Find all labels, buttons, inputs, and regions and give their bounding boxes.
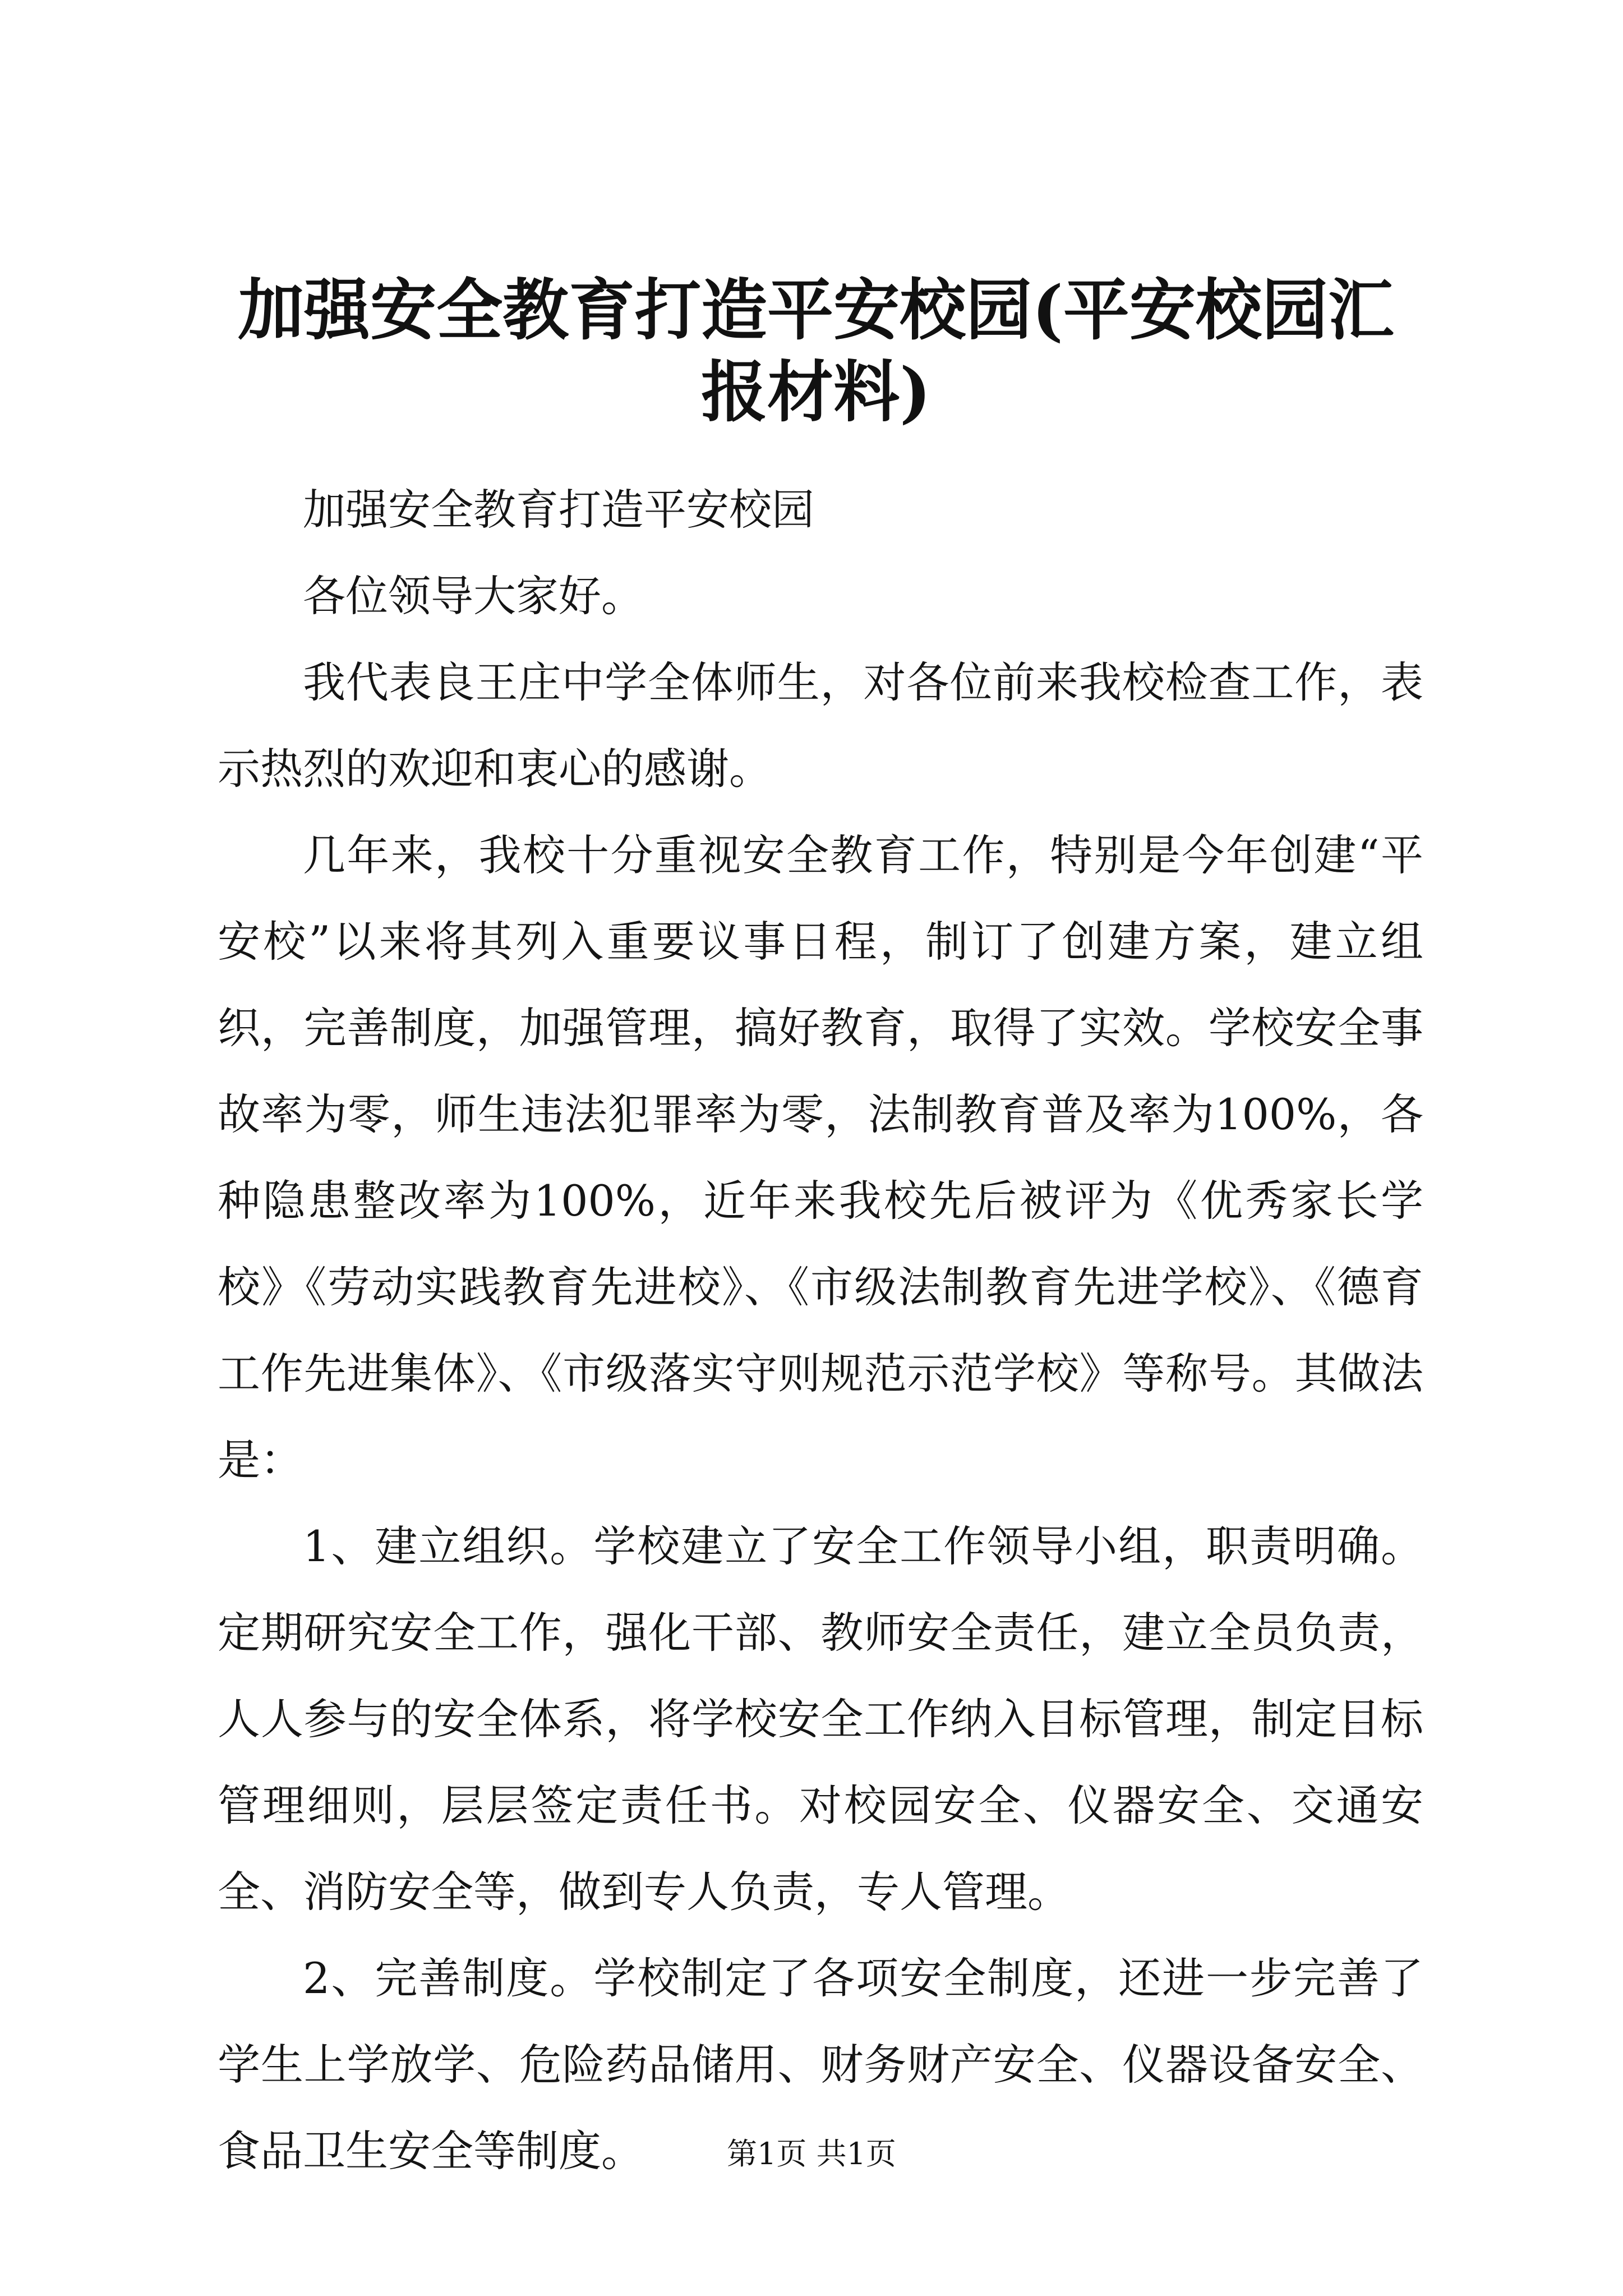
paragraph-organization: 1、建立组织。学校建立了安全工作领导小组，职责明确。定期研究安全工作，强化干部、教师安全责任，建立全员负责，人人参与的安全体系，将学校安全工作纳入目标管理，制定目标管理细则，层层签定责任书。对校园安全、仪器安全、交通安全、消防安全等，做到专人负责，专人管理。 [218,1521,1423,1917]
paragraph-achievements: 几年来，我校十分重视安全教育工作，特别是今年创建“平安校”以来将其列入重要议事日程，制订了创建方案，建立组织，完善制度，加强管理，搞好教育，取得了实效。学校安全事故率为零，师生违法犯罪率为零，法制教育普及率为100%，各种隐患整改率为100%，近年来我校先后被评为《优秀家长学校》《劳动实践教育先进校》、《市级法制教育先进学校》、《德育工作先进集体》、《市级落实守则规范示范学校》等称号。其做法是： [218,830,1423,1485]
page-number-footer: 第1页 共1页 [727,2136,896,2171]
paragraph-systems: 2、完善制度。学校制定了各项安全制度，还进一步完善了学生上学放学、危险药品储用、财务财产安全、仪器设备安全、食品卫生安全等制度。 [218,1953,1423,2176]
paragraph-greeting: 各位领导大家好。 [303,571,644,621]
document-title: 加强安全教育打造平安校园(平安校园汇报材料) [238,271,1394,431]
paragraph-subtitle: 加强安全教育打造平安校园 [303,485,814,535]
paragraph-welcome: 我代表良王庄中学全体师生，对各位前来我校检查工作，表示热烈的欢迎和衷心的感谢。 [218,657,1423,794]
document-body [218,467,1423,2194]
